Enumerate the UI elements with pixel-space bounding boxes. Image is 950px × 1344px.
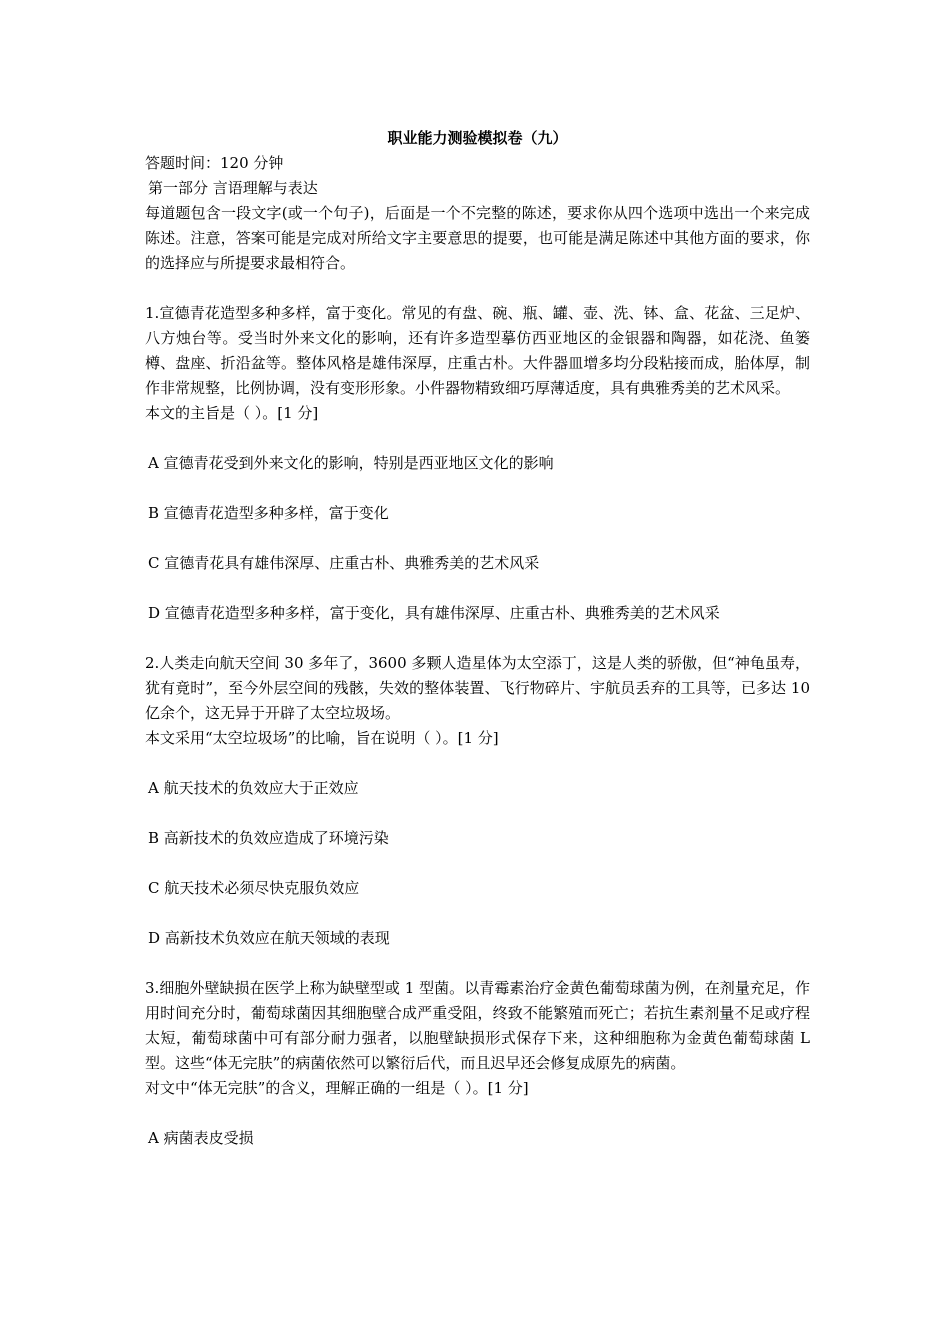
- spacer: [145, 426, 810, 451]
- section-heading: 第一部分 言语理解与表达: [148, 179, 318, 197]
- spacer: [145, 951, 810, 976]
- question-prompt: 对文中“体无完肤”的含义，理解正确的一组是（ ）。[1 分]: [145, 1079, 529, 1097]
- spacer: [145, 276, 810, 301]
- question-prompt: 本文的主旨是（ ）。[1 分]: [145, 404, 319, 422]
- spacer: [145, 751, 810, 776]
- spacer: [145, 626, 810, 651]
- spacer: [145, 1101, 810, 1126]
- spacer: [145, 851, 810, 876]
- question-passage: 2.人类走向航天空间 30 多年了，3600 多颗人造星体为太空添丁，这是人类的骄傲，但“神龟虽寿，犹有竟时”，至今外层空间的残骸，失效的整体装置、飞行物碎片、宇航员丢弃的工具等，已多达 10 亿余个，这无异于开辟了太空垃圾场。: [145, 654, 810, 722]
- instructions: 每道题包含一段文字(或一个句子)，后面是一个不完整的陈述，要求你从四个选项中选出一个来完成陈述。注意，答案可能是完成对所给文字主要意思的提要，也可能是满足陈述中其他方面的要求，你的选择应与所提要求最相符合。: [145, 204, 810, 272]
- question-passage: 1.宣德青花造型多种多样，富于变化。常见的有盘、碗、瓶、罐、壶、洗、钵、盒、花盆、三足炉、八方烛台等。受当时外来文化的影响，还有许多造型摹仿西亚地区的金银器和陶器，如花浇、鱼篓樽、盘座、折沿盆等。整体风格是雄伟深厚，庄重古朴。大件器皿增多均分段粘接而成，胎体厚，制作非常规整，比例协调，没有变形形象。小件器物精致细巧厚薄适度，具有典雅秀美的艺术风采。: [145, 304, 810, 397]
- question-3: [145, 976, 810, 1151]
- option-b: B 高新技术的负效应造成了环境污染: [148, 829, 389, 847]
- option-d: D 宣德青花造型多种多样，富于变化，具有雄伟深厚、庄重古朴、典雅秀美的艺术风采: [148, 604, 720, 622]
- question-1: [145, 301, 810, 651]
- spacer: [145, 576, 810, 601]
- document-title: 职业能力测验模拟卷（九）: [387, 129, 568, 147]
- option-a: A 病菌表皮受损: [148, 1129, 254, 1147]
- question-prompt: 本文采用“太空垃圾场”的比喻，旨在说明（ ）。[1 分]: [145, 729, 499, 747]
- option-c: C 宣德青花具有雄伟深厚、庄重古朴、典雅秀美的艺术风采: [148, 554, 540, 572]
- spacer: [145, 526, 810, 551]
- option-a: A 航天技术的负效应大于正效应: [148, 779, 359, 797]
- document-page: [145, 126, 810, 1151]
- option-b: B 宣德青花造型多种多样，富于变化: [148, 504, 389, 522]
- spacer: [145, 801, 810, 826]
- exam-time: 答题时间：120 分钟: [145, 154, 284, 172]
- spacer: [145, 901, 810, 926]
- question-passage: 3.细胞外壁缺损在医学上称为缺壁型或 1 型菌。以青霉素治疗金黄色葡萄球菌为例，在剂量充足，作用时间充分时，葡萄球菌因其细胞壁合成严重受阻，终致不能繁殖而死亡；若抗生素剂量不足或疗程太短，葡萄球菌中可有部分耐力强者，以胞壁缺损形式保存下来，这种细胞称为金黄色葡萄球菌 L 型。这些“体无完肤”的病菌依然可以繁衍后代，而且迟早还会修复成原先的病菌。: [145, 979, 810, 1072]
- option-a: A 宣德青花受到外来文化的影响，特别是西亚地区文化的影响: [148, 454, 554, 472]
- option-c: C 航天技术必须尽快克服负效应: [148, 879, 360, 897]
- spacer: [145, 476, 810, 501]
- option-d: D 高新技术负效应在航天领域的表现: [148, 929, 390, 947]
- question-2: [145, 651, 810, 976]
